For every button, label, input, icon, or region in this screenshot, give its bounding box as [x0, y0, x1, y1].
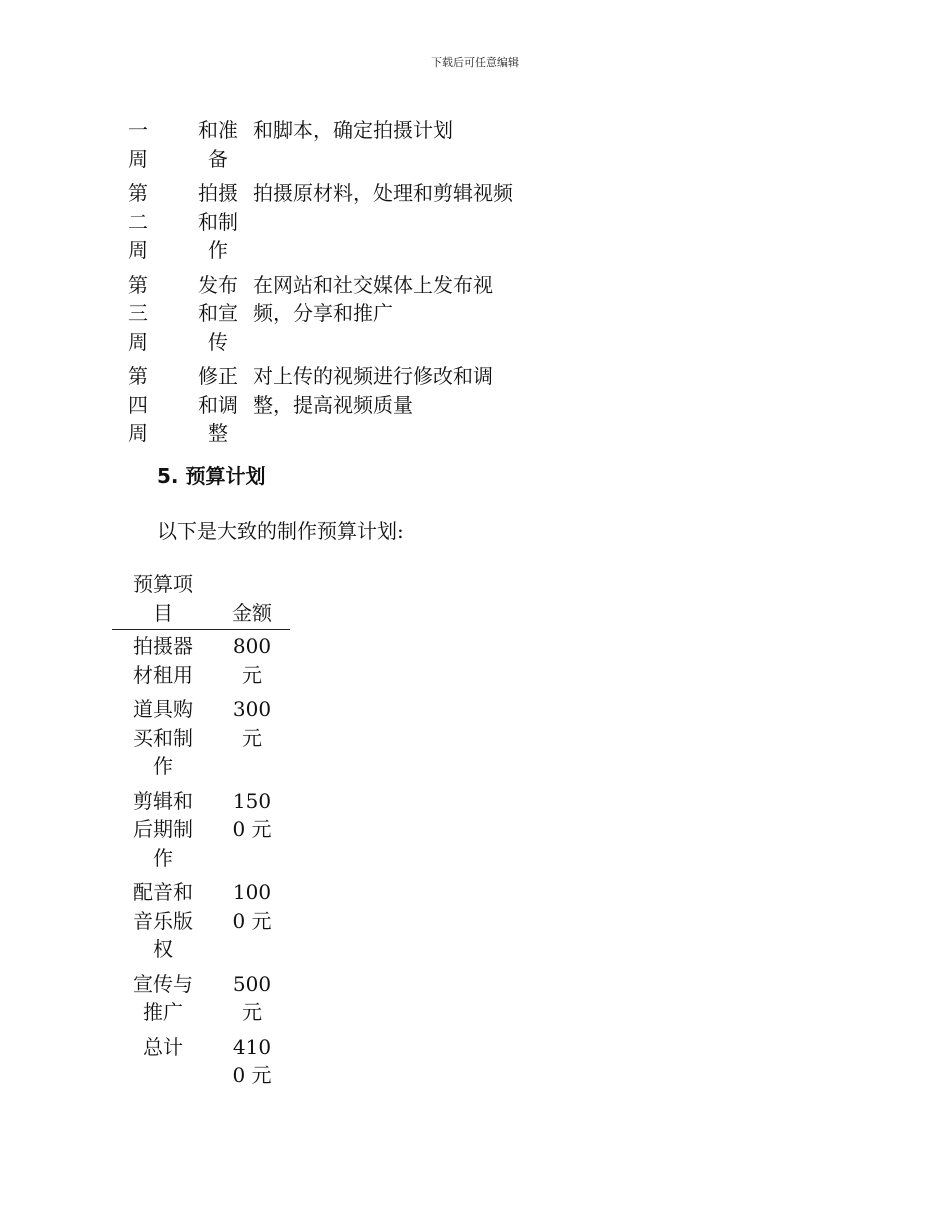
section-title: 5. 预算计划 [157, 464, 266, 488]
schedule-desc: 对上传的视频进行修改和调整，提高视频质量 [253, 364, 493, 417]
schedule-desc: 拍摄原材料，处理和剪辑视频 [253, 181, 513, 205]
budget-row [112, 968, 290, 1031]
schedule-phase: 发布和宣传 [198, 272, 238, 354]
budget-table [112, 570, 290, 1094]
schedule-phase: 和准备 [198, 118, 238, 171]
budget-item: 宣传与推广 [133, 971, 193, 1024]
budget-item-total: 总计 [143, 1034, 183, 1059]
schedule-row [128, 179, 518, 271]
budget-header-amount: 金额 [214, 570, 290, 630]
budget-row-total [112, 1031, 290, 1094]
schedule-row [128, 116, 518, 179]
budget-row [112, 693, 290, 785]
budget-item: 道具购买和制作 [133, 697, 193, 778]
schedule-table [128, 116, 518, 454]
budget-amount: 1000 元 [232, 880, 272, 933]
schedule-week: 第二周 [128, 181, 148, 262]
budget-header-row [112, 570, 290, 630]
budget-item: 拍摄器材租用 [133, 634, 193, 687]
budget-row [112, 785, 290, 877]
budget-item: 剪辑和后期制作 [133, 788, 193, 870]
schedule-row [128, 362, 518, 454]
schedule-row [128, 271, 518, 363]
schedule-week: 第四周 [128, 364, 148, 445]
schedule-desc: 和脚本，确定拍摄计划 [253, 118, 453, 142]
page-header-note: 下载后可任意编辑 [431, 56, 519, 69]
schedule-desc: 在网站和社交媒体上发布视频，分享和推广 [253, 272, 493, 325]
budget-header-item: 预算项目 [133, 572, 193, 625]
schedule-phase: 拍摄和制作 [198, 181, 238, 262]
budget-row [112, 876, 290, 968]
schedule-week: 一周 [128, 118, 148, 171]
budget-item: 配音和音乐版权 [133, 880, 193, 961]
schedule-week: 第三周 [128, 272, 148, 354]
budget-amount: 1500 元 [232, 788, 272, 841]
budget-amount: 800 元 [232, 634, 272, 687]
budget-amount-total: 4100 元 [232, 1034, 272, 1087]
section-intro: 以下是大致的制作预算计划: [157, 519, 404, 543]
budget-amount: 300 元 [232, 697, 272, 750]
budget-row [112, 630, 290, 694]
budget-amount: 500 元 [232, 971, 272, 1024]
schedule-phase: 修正和调整 [198, 364, 238, 445]
